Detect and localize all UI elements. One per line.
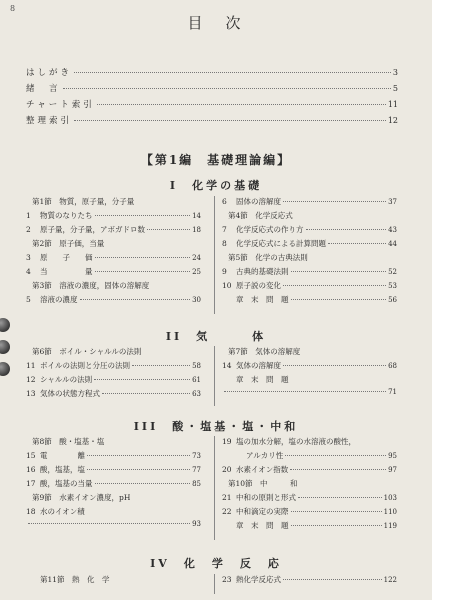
toc-entry: 15 電 離 73: [26, 451, 201, 460]
section-heading: III 酸・塩基・塩・中和: [133, 420, 299, 433]
toc-chapter-heading: 第7節 気体の溶解度: [228, 347, 301, 356]
toc-chapter-heading: 第2節 原子価，当量: [32, 239, 105, 248]
front-matter-item: 緒 言 5: [26, 84, 398, 94]
toc-entry: 20 水素イオン指数 97: [222, 465, 397, 474]
toc-entry: 2 原子量，分子量，アボガドロ数 18: [26, 225, 201, 234]
toc-entry: 13 気体の状態方程式 63: [26, 389, 201, 398]
toc-entry: 3 原 子 価 24: [26, 253, 201, 262]
toc-column-right: [222, 346, 397, 402]
toc-entry: 22 中和滴定の実際 110: [222, 507, 397, 516]
toc-entry: 11 ボイルの法則と分圧の法則 58: [26, 361, 201, 370]
front-matter-item: はしがき 3: [26, 68, 398, 78]
toc-entry-page: 71: [222, 388, 397, 402]
toc-entry: 12 シャルルの法則 61: [26, 375, 201, 384]
toc-entry: 16 酸，塩基，塩 77: [26, 465, 201, 474]
background: [432, 0, 450, 600]
toc-chapter-heading: 第10節 中 和: [228, 479, 298, 488]
toc-column-left: [26, 346, 201, 402]
toc-column-right: [222, 574, 397, 588]
toc-chapter-heading: 第1節 物質，原子量，分子量: [32, 197, 135, 206]
toc-entry: 第11節 熱 化 学: [40, 575, 110, 584]
column-divider: [214, 436, 215, 540]
toc-entry: 17 酸，塩基の当量 85: [26, 479, 201, 488]
toc-entry-continuation: アルカリ性 95: [246, 451, 397, 460]
toc-column-left: [26, 574, 201, 588]
binding-ring: [0, 362, 10, 376]
toc-entry: 6 固体の溶解度 37: [222, 197, 397, 206]
front-matter-item: チャート索引 11: [26, 100, 398, 110]
toc-chapter-heading: 第9節 水素イオン濃度，pH: [32, 493, 131, 502]
toc-chapter-heading: 第6節 ボイル・シャルルの法則: [32, 347, 142, 356]
toc-column-left: [26, 196, 201, 308]
front-matter-item: 整理索引 12: [26, 116, 398, 126]
toc-column-right: [222, 196, 397, 308]
column-divider: [214, 346, 215, 406]
toc-entry: 21 中和の原則と形式 103: [222, 493, 397, 502]
toc-column-right: [222, 436, 397, 534]
toc-chapter-heading: 第8節 酸・塩基・塩: [32, 437, 105, 446]
column-divider: [214, 574, 215, 594]
front-matter-list: [26, 66, 398, 130]
section-heading: II 気 体: [165, 330, 267, 343]
page-title: 目 次: [187, 14, 245, 32]
toc-column-left: [26, 436, 201, 534]
toc-entry: 9 古典的基礎法則 52: [222, 267, 397, 276]
toc-entry: 章 末 問 題 119: [236, 521, 397, 530]
toc-entry: 章 末 問 題 56: [236, 295, 397, 304]
toc-entry: 8 化学反応式による計算問題 44: [222, 239, 397, 248]
column-divider: [214, 196, 215, 314]
toc-entry: 19 塩の加水分解，塩の水溶液の酸性，: [222, 437, 356, 446]
toc-entry: 10 原子説の変化 53: [222, 281, 397, 290]
toc-entry: 1 物質のなりたち 14: [26, 211, 201, 220]
toc-entry: 章 末 問 題: [236, 375, 289, 384]
toc-chapter-heading: 第5節 化学の古典法則: [228, 253, 308, 262]
toc-chapter-heading: 第3節 溶液の濃度，固体の溶解度: [32, 281, 150, 290]
section-heading: I 化学の基礎: [169, 179, 263, 192]
toc-entry: 18 水のイオン積: [26, 507, 85, 516]
page-number: 8: [10, 4, 16, 13]
toc-entry: 23 熱化学反応式 122: [222, 575, 397, 584]
toc-entry: 4 当 量 25: [26, 267, 201, 276]
toc-chapter-heading: 第4節 化学反応式: [228, 211, 293, 220]
toc-entry: 5 溶液の濃度 30: [26, 295, 201, 304]
toc-entry: 7 化学反応式の作り方 43: [222, 225, 397, 234]
toc-entry: 14 気体の溶解度 68: [222, 361, 397, 370]
toc-entry-page: 93: [26, 520, 201, 534]
section-heading: IV 化 学 反 応: [150, 557, 282, 570]
part-title: 【第1編 基礎理論編】: [140, 153, 292, 167]
